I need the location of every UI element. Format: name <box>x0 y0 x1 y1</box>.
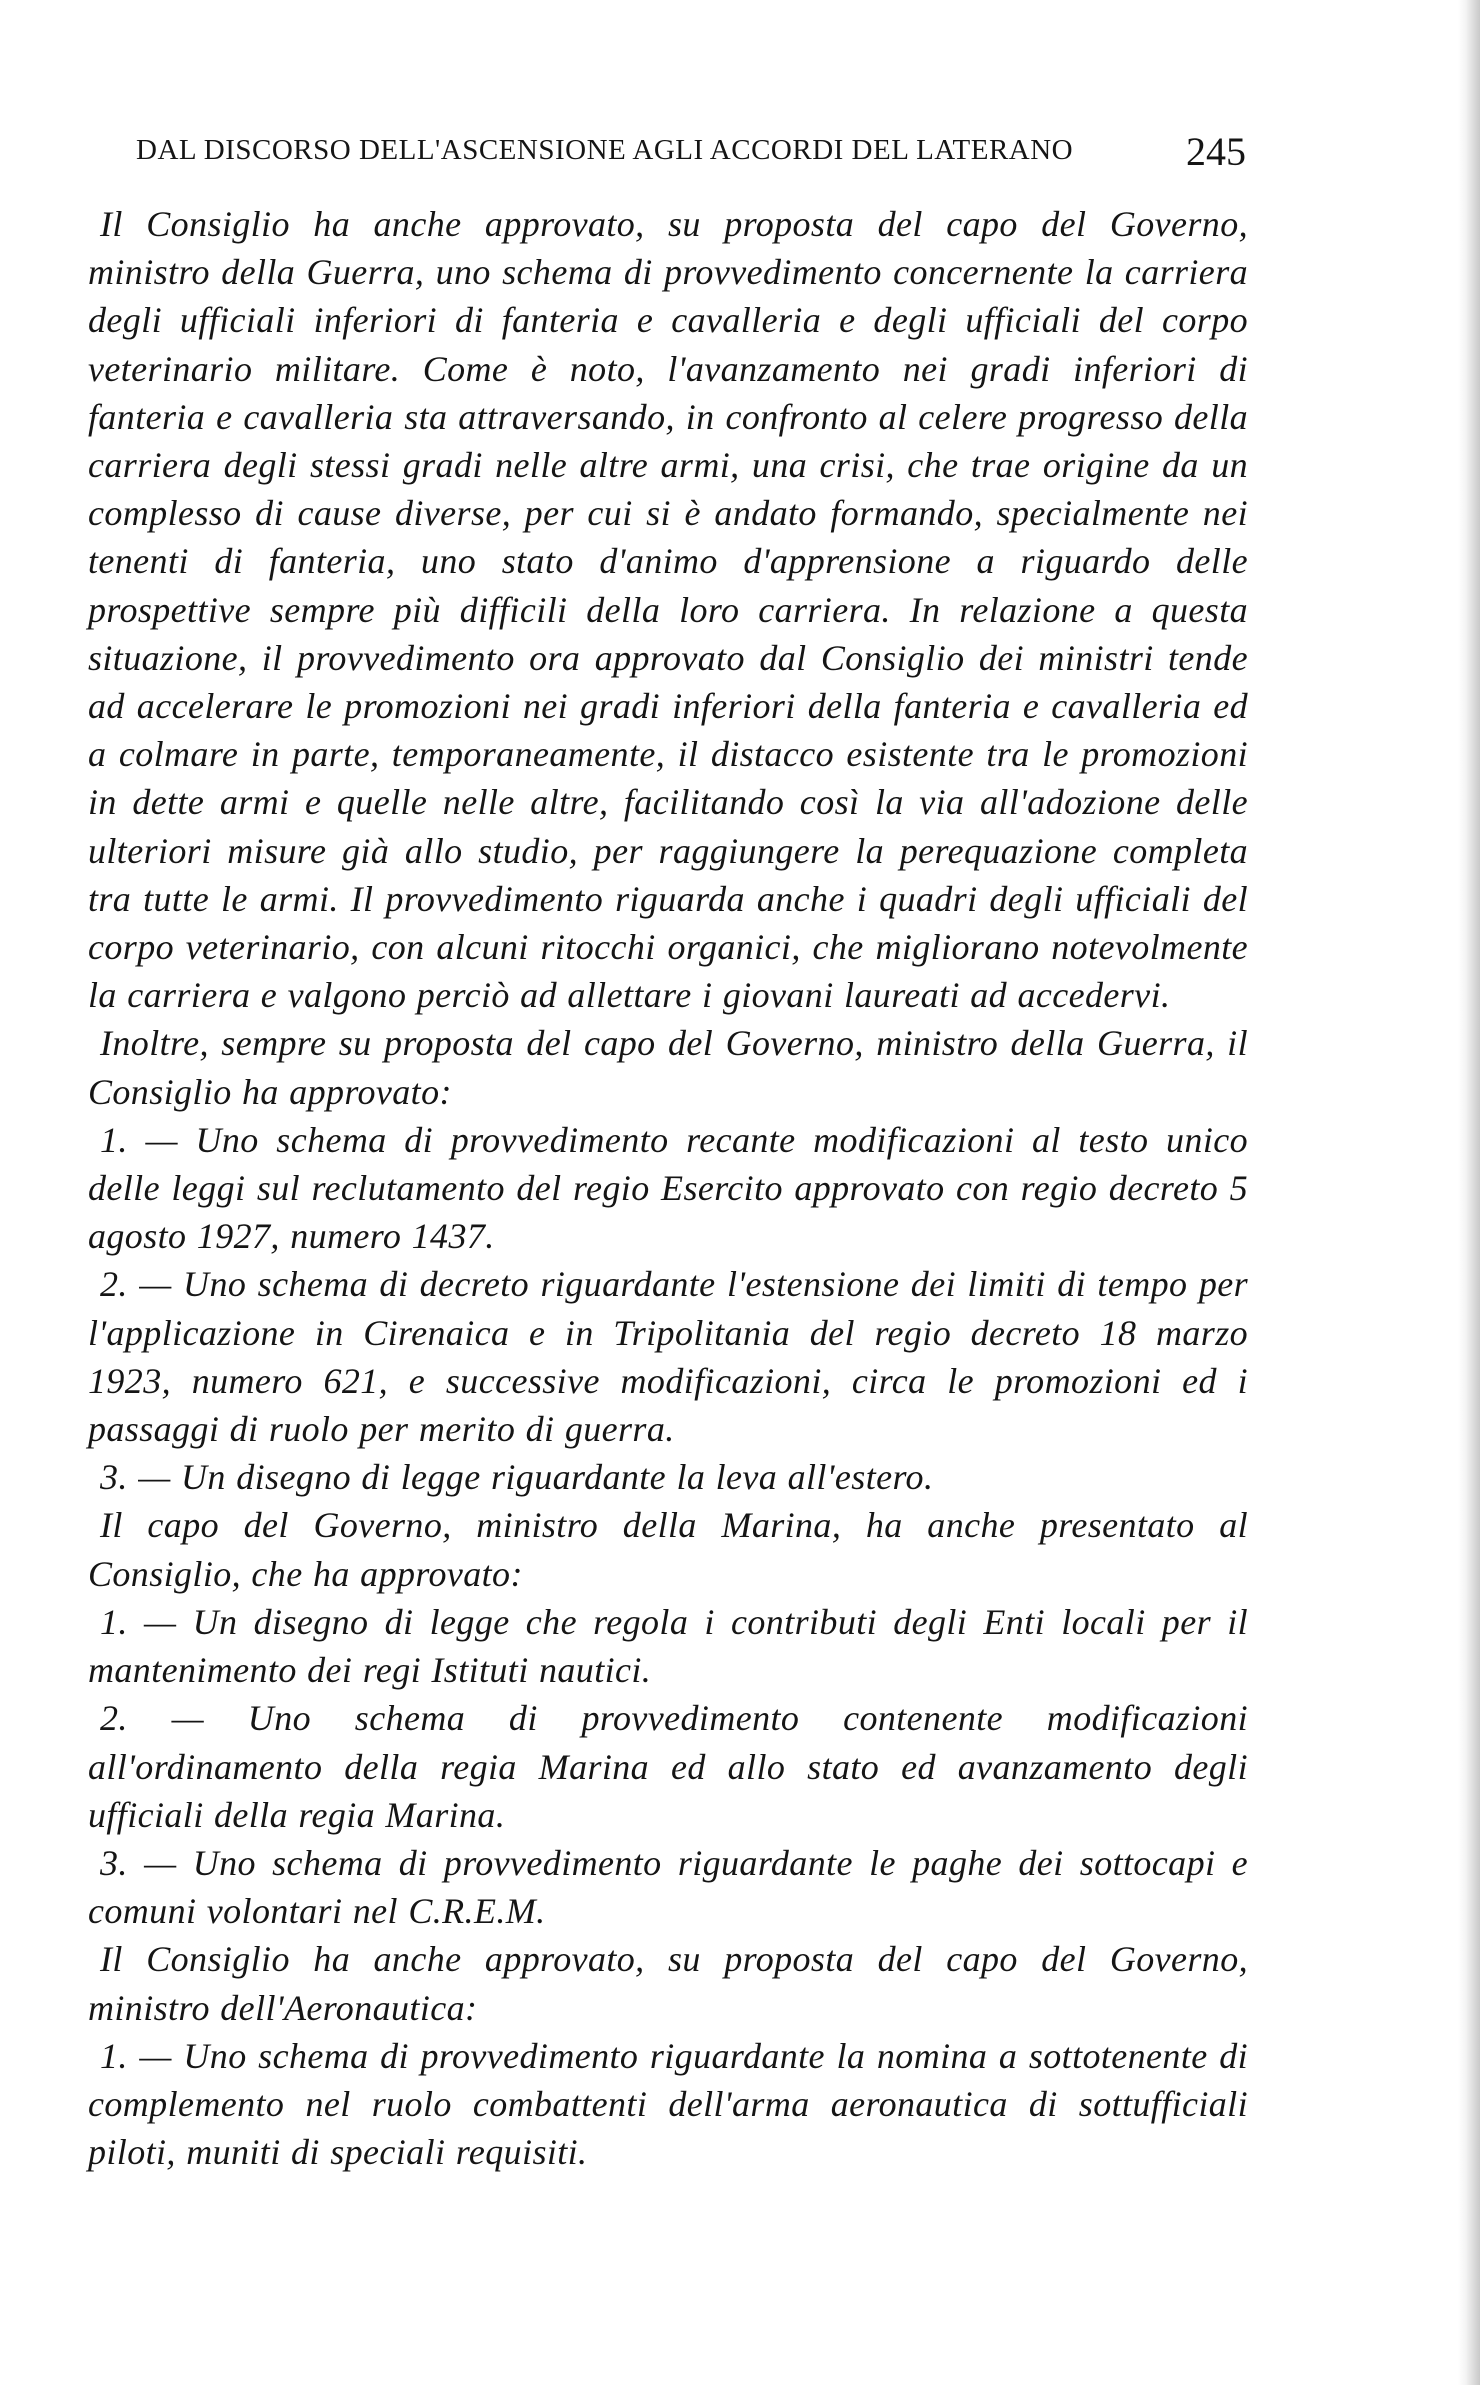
marina-item-1 <box>88 1598 1248 1694</box>
aeronautica-item-1 <box>88 2032 1248 2177</box>
paragraph-guerra-carriera: Il Consiglio ha anche approvato, su proposta del capo del Governo, ministro della Guerra, uno schema di provvedimento concernente la carriera degli ufficiali inferiori di fanteria e cavalleria e degli ufficiali del corpo veterinario militare. Come è noto, l'avanzamento nei gradi inferiori di fanteria e cavalleria sta attraversando, in confronto al celere progresso della carriera degli stessi gradi nelle altre armi, una crisi, che trae origine da un complesso di cause diverse, per cui si è andato formando, specialmente nei tenenti di fanteria, uno stato d'animo d'apprensione a riguardo delle prospettive sempre più difficili della loro carriera. In relazione a questa situazione, il provvedimento ora approvato dal Consiglio dei ministri tende ad accelerare le promozioni nei gradi inferiori della fanteria e cavalleria ed a colmare in parte, temporaneamente, il distacco esistente tra le promozioni in dette armi e quelle nelle altre, facilitando così la via all'adozione delle ulteriori misure già allo studio, per raggiungere la perequazione completa tra tutte le armi. Il provvedimento riguarda anche i quadri degli ufficiali del corpo veterinario, con alcuni ritocchi organici, che migliorano notevolmente la carriera e valgono perciò ad allettare i giovani laureati ad accedervi. <box>88 204 1248 1016</box>
page-number: 245 <box>1186 129 1246 174</box>
marina-item-3 <box>88 1839 1248 1935</box>
paragraph-aeronautica-intro: Il Consiglio ha anche approvato, su proposta del capo del Governo, ministro dell'Aeronautica: <box>88 1939 1248 2028</box>
item-number: 3. <box>100 1842 128 1883</box>
item-text: — Uno schema di provvedimento riguardante la nomina a sottotenente di complemento nel ruolo combattenti dell'arma aeronautica di sottufficiali piloti, muniti di speciali requisiti. <box>88 2035 1248 2173</box>
item-text: — Un disegno di legge che regola i contributi degli Enti locali per il mantenimento dei regi Istituti nautici. <box>88 1601 1248 1691</box>
page-scan-edge <box>1458 0 1480 2385</box>
item-number: 2. <box>100 1698 128 1739</box>
guerra-item-1 <box>88 1116 1248 1261</box>
running-title: DAL DISCORSO DELL'ASCENSIONE AGLI ACCORDI DEL LATERANO <box>136 134 1074 166</box>
item-number: 3. <box>100 1457 128 1498</box>
item-text: — Un disegno di legge riguardante la leva all'estero. <box>138 1457 934 1498</box>
guerra-item-2 <box>88 1260 1248 1453</box>
item-number: 1. <box>100 2035 128 2076</box>
item-number: 2. <box>100 1264 128 1305</box>
paragraph-guerra-intro: Inoltre, sempre su proposta del capo del Governo, ministro della Guerra, il Consiglio ha approvato: <box>88 1023 1248 1112</box>
marina-item-2 <box>88 1694 1248 1839</box>
item-text: — Uno schema di provvedimento recante modificazioni al testo unico delle leggi sul reclutamento del regio Esercito approvato con regio decreto 5 agosto 1927, numero 1437. <box>88 1119 1248 1257</box>
guerra-item-3 <box>88 1453 1248 1501</box>
page-header <box>136 126 1246 186</box>
item-number: 1. <box>100 1601 128 1642</box>
item-text: — Uno schema di provvedimento contenente modificazioni all'ordinamento della regia Marina ed allo stato ed avanzamento degli ufficiali della regia Marina. <box>88 1698 1248 1835</box>
paragraph-marina-intro: Il capo del Governo, ministro della Marina, ha anche presentato al Consiglio, che ha approvato: <box>88 1505 1248 1594</box>
item-number: 1. <box>100 1119 128 1160</box>
body-text <box>88 200 1248 2176</box>
item-text: — Uno schema di decreto riguardante l'estensione dei limiti di tempo per l'applicazione in Cirenaica e in Tripolitania del regio decreto 18 marzo 1923, numero 621, e successive modificazioni, circa le promozioni ed i passaggi di ruolo per merito di guerra. <box>88 1264 1249 1450</box>
item-text: — Uno schema di provvedimento riguardante le paghe dei sottocapi e comuni volontari nel C.R.E.M. <box>88 1842 1248 1932</box>
